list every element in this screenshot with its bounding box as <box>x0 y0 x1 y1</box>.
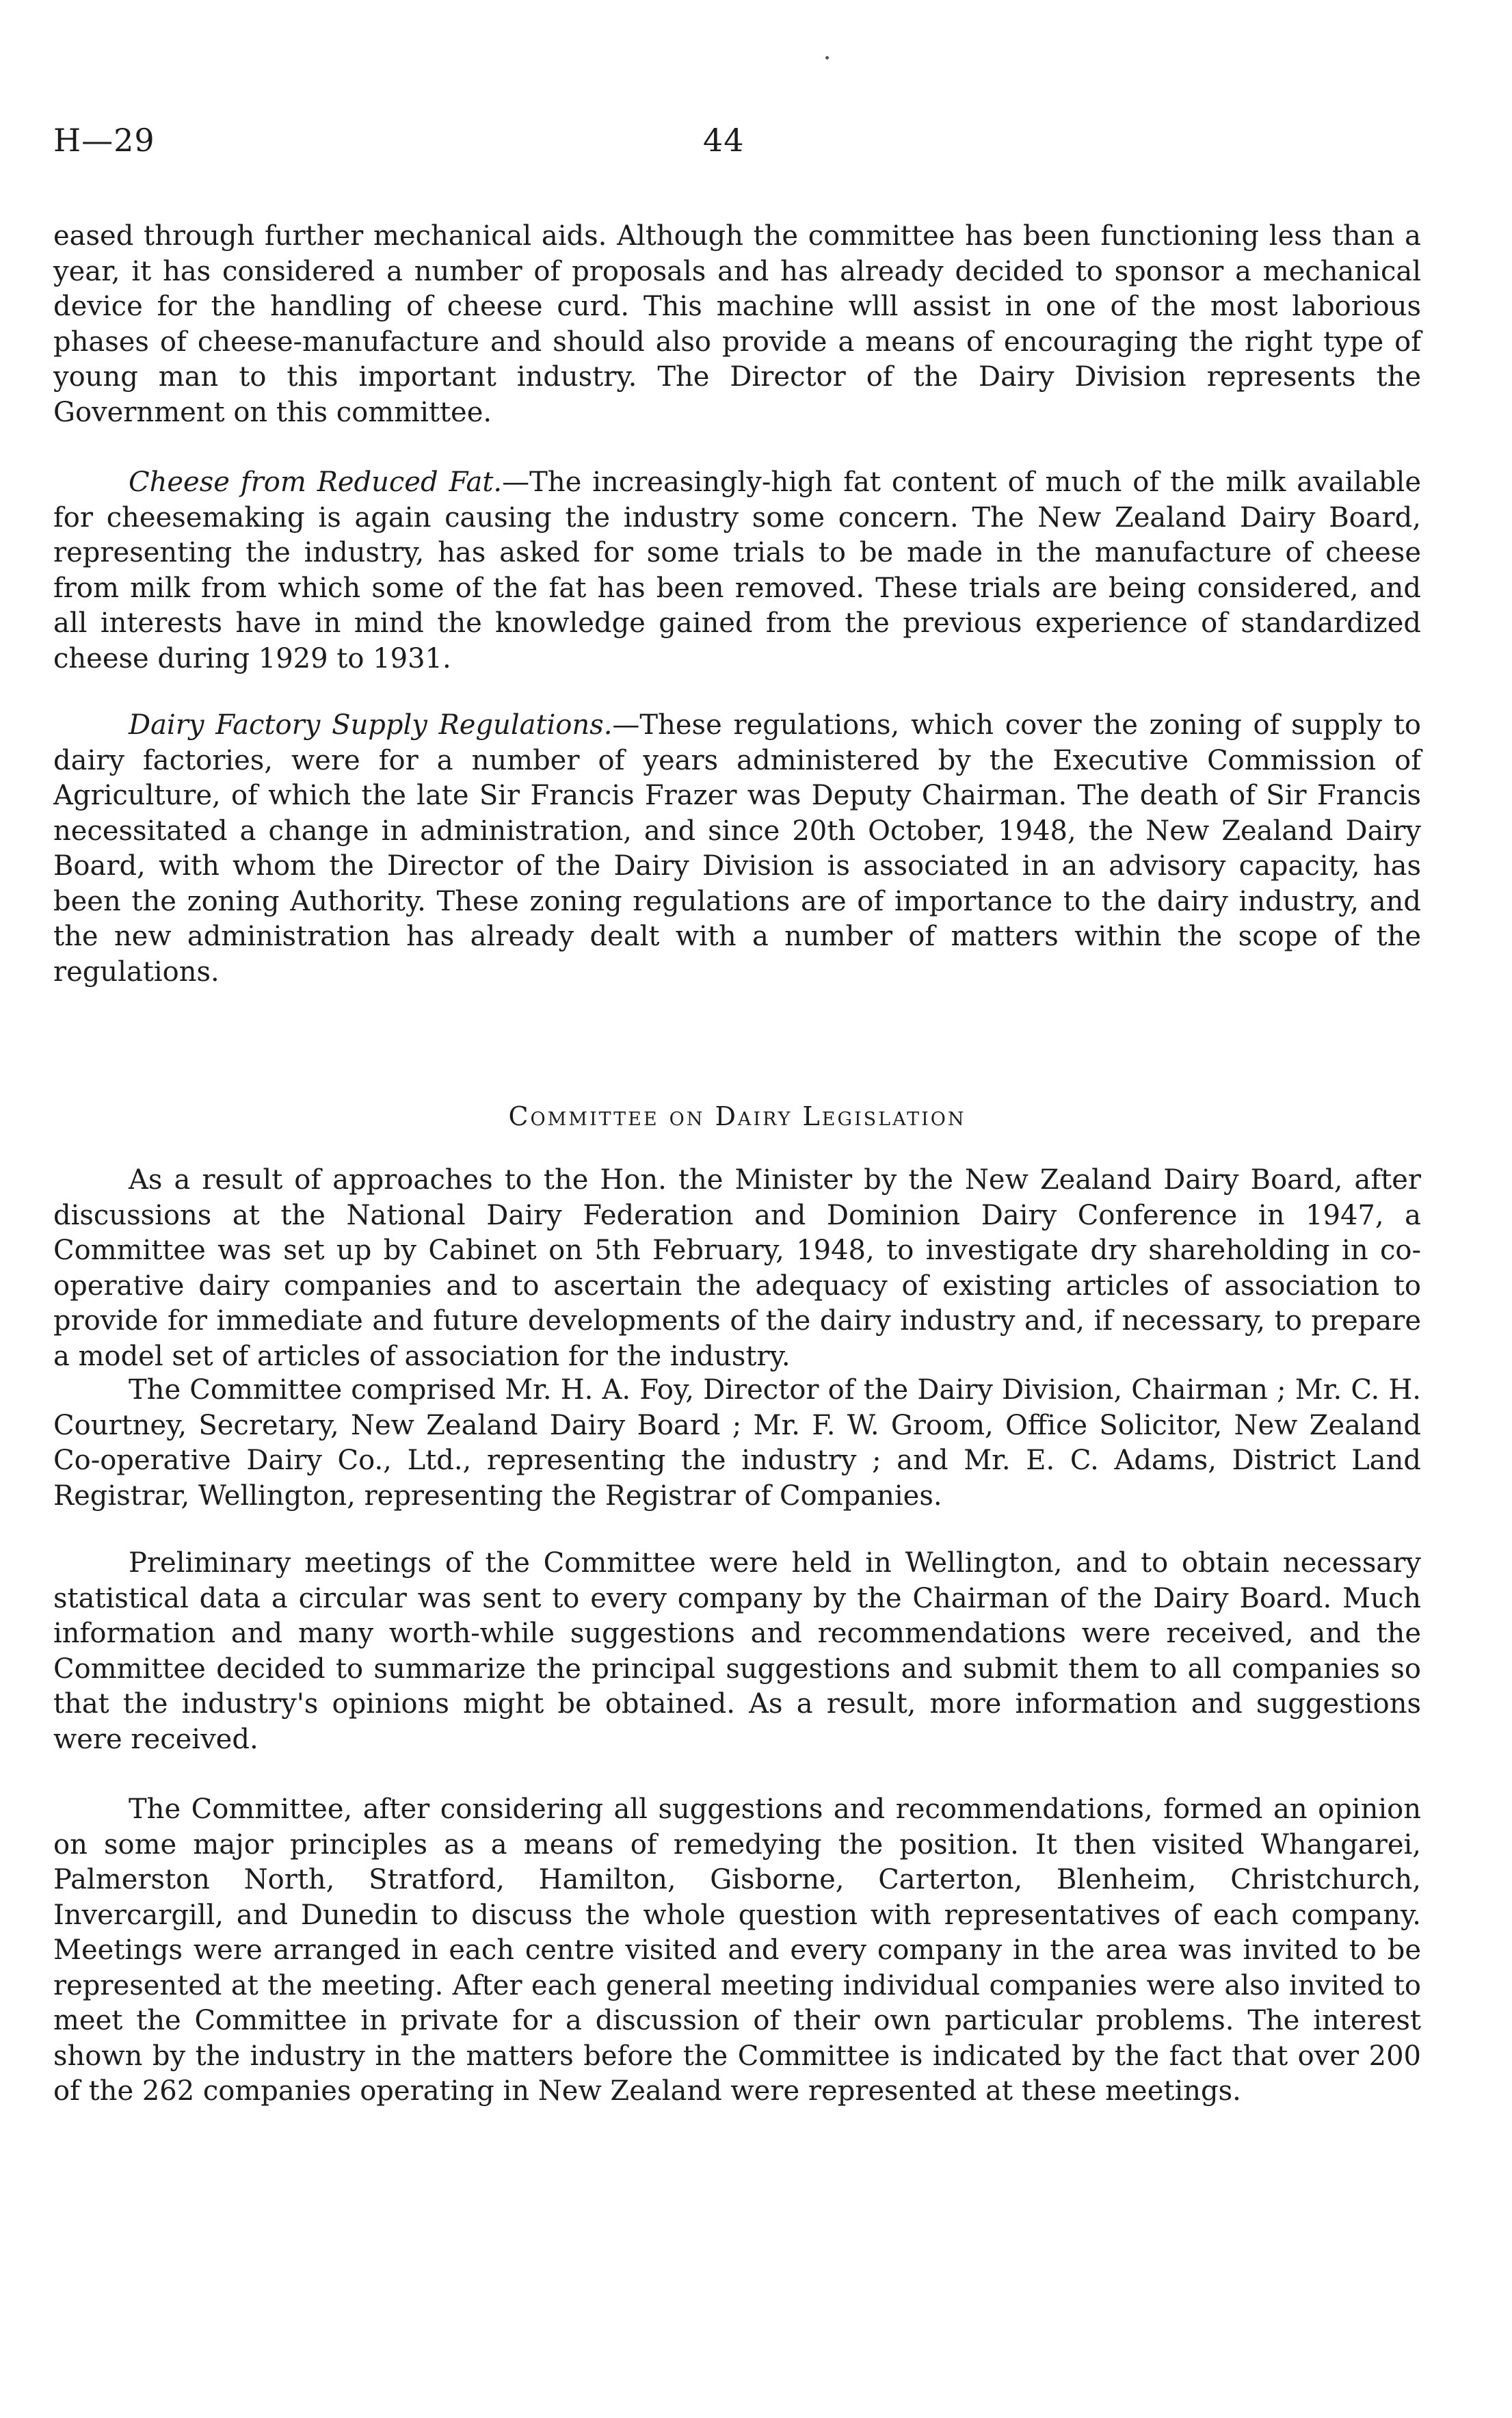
paragraph-text: Preliminary meetings of the Committee were held in Wellington, and to obtain necessary statistical data a circular was sent to every company by the Chairman of the Dairy Board. Much information and many worth-while suggestions and recommendations were received, and the Committee decided to summarize the principal suggestions and submit them to all companies so that the industry's opinions might be obtained. As a result, more information and suggestions were received. <box>53 1547 1421 1755</box>
paragraph-cheese-reduced-fat <box>53 465 1421 676</box>
section-heading: Committee on Dairy Legislation <box>508 1101 966 1131</box>
paragraph-text: eased through further mechanical aids. Although the committee has been functioning less than a year, it has considered a number of proposals and has already decided to sponsor a mechanical device for the handling of cheese curd. This machine wlll assist in one of the most laborious phases of cheese-manufacture and should also provide a means of encouraging the right type of young man to this important industry. The Director of the Dairy Division represents the Government on this committee. <box>53 220 1421 428</box>
document-reference: H—29 <box>53 122 155 159</box>
paragraph-text: The Committee, after considering all suggestions and recommendations, formed an opinion on some major principles as a means of remedying the position. It then visited Whangarei, Palmerston North, Stratford, Hamilton, Gisborne, Carterton, Blenheim, Christchurch, Invercargill, and Dunedin to discuss the whole question with representatives of each company. Meetings were arranged in each centre visited and every company in the area was invited to be represented at the meeting. After each general meeting individual companies were also invited to meet the Committee in private for a discussion of their own particular problems. The interest shown by the industry in the matters before the Committee is indicated by the fact that over 200 of the 262 companies operating in New Zealand were represented at these meetings. <box>53 1793 1421 2107</box>
page-number: 44 <box>703 122 745 159</box>
paragraph-body <box>53 708 1421 990</box>
paragraph-committee-members <box>53 1373 1421 1514</box>
paragraph-text: —The increasingly-high fat content of much of the milk available for cheesemaking is again causing the industry some concern. The New Zealand Dairy Board, representing the industry, has asked for some trials to be made in the manufacture of cheese from milk from which some of the fat has been removed. These trials are being considered, and all interests have in mind the knowledge gained from the previous experience of standardized cheese during 1929 to 1931. <box>53 466 1421 674</box>
paragraph-supply-regulations <box>53 708 1421 990</box>
paragraph-continued <box>53 219 1421 430</box>
paragraph-committee-setup <box>53 1163 1421 1374</box>
paragraph-text: As a result of approaches to the Hon. the Minister by the New Zealand Dairy Board, after discussions at the National Dairy Federation and Dominion Dairy Conference in 1947, a Committee was set up by Cabinet on 5th February, 1948, to investigate dry shareholding in co-operative dairy companies and to ascertain the adequacy of existing articles of association to provide for immediate and future developments of the dairy industry and, if necessary, to prepare a model set of articles of association for the industry. <box>53 1164 1421 1372</box>
margin-dot <box>825 56 829 60</box>
paragraph-body <box>53 465 1421 676</box>
paragraph-committee-visits <box>53 1792 1421 2110</box>
paragraph-text: The Committee comprised Mr. H. A. Foy, Director of the Dairy Division, Chairman ; Mr. C. H. Courtney, Secretary, New Zealand Dairy Board ; Mr. F. W. Groom, Office Solicitor, New Zealand Co-operative Dairy Co., Ltd., representing the industry ; and Mr. E. C. Adams, District Land Registrar, Wellington, representing the Registrar of Companies. <box>53 1374 1421 1512</box>
paragraph-heading: Cheese from Reduced Fat. <box>129 466 503 498</box>
paragraph-heading: Dairy Factory Supply Regulations. <box>129 709 613 741</box>
paragraph-preliminary-meetings <box>53 1546 1421 1757</box>
page-header <box>53 122 1421 170</box>
paragraph-text: —These regulations, which cover the zoning of supply to dairy factories, were for a number of years administered by the Executive Commission of Agriculture, of which the late Sir Francis Frazer was Deputy Chairman. The death of Sir Francis necessitated a change in administration, and since 20th October, 1948, the New Zealand Dairy Board, with whom the Director of the Dairy Division is associated in an advisory capacity, has been the zoning Authority. These zoning regulations are of importance to the dairy industry, and the new administration has already dealt with a number of matters within the scope of the regulations. <box>53 709 1421 988</box>
